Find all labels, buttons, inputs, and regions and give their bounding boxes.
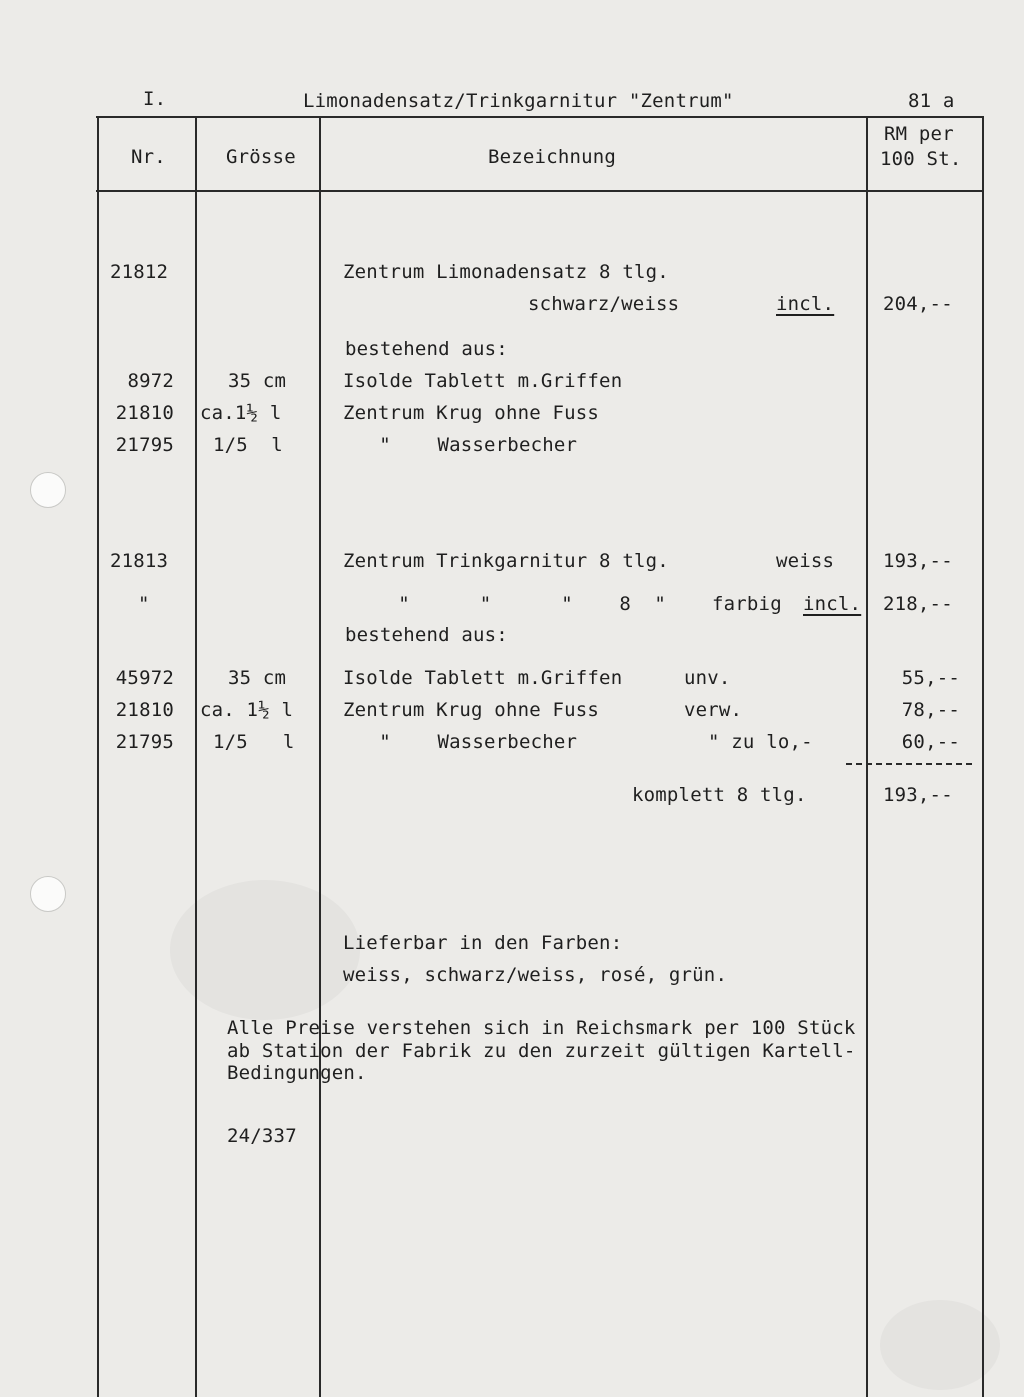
article-description: Zentrum Trinkgarnitur 8 tlg. xyxy=(343,550,669,572)
item-size: 1/5 l xyxy=(213,434,283,456)
column-divider xyxy=(866,116,868,1397)
article-price: 193,-- xyxy=(883,550,953,572)
footer-note-line: ab Station der Fabrik zu den zurzeit gültigen Kartell- xyxy=(227,1040,856,1062)
table-header-divider xyxy=(96,190,866,192)
ditto-description: " " " 8 " xyxy=(375,593,666,615)
table-left-border xyxy=(97,116,99,1397)
item-description: " Wasserbecher xyxy=(356,434,578,456)
item-note: unv. xyxy=(684,667,731,689)
article-price: 218,-- xyxy=(883,593,953,615)
item-note: " zu lo,- xyxy=(708,731,813,753)
item-description: " Wasserbecher xyxy=(356,731,578,753)
colors-list: weiss, schwarz/weiss, rosé, grün. xyxy=(343,964,728,986)
table-right-border xyxy=(982,116,984,1397)
consisting-label: bestehend aus: xyxy=(345,624,508,646)
item-note: verw. xyxy=(684,699,743,721)
item-description: Isolde Tablett m.Griffen xyxy=(343,667,623,689)
page-title: Limonadensatz/Trinkgarnitur "Zentrum" xyxy=(303,90,734,112)
section-number: I. xyxy=(143,88,167,110)
article-price: 204,-- xyxy=(883,293,953,315)
column-header-price-line2: 100 St. xyxy=(880,148,962,170)
item-size: 35 cm xyxy=(228,370,287,392)
item-size: ca. 1½ l xyxy=(200,699,294,721)
item-description: Zentrum Krug ohne Fuss xyxy=(343,699,600,721)
item-price: 60,-- xyxy=(901,731,960,753)
punch-hole-icon xyxy=(30,876,66,912)
table-header-divider xyxy=(866,190,984,192)
article-description: Zentrum Limonadensatz 8 tlg. xyxy=(343,261,669,283)
item-number: 21795 xyxy=(115,731,174,753)
item-number: 45972 xyxy=(115,667,174,689)
article-variant: schwarz/weiss xyxy=(528,293,680,315)
item-number: 21810 xyxy=(115,699,174,721)
item-size: 1/5 l xyxy=(213,731,295,753)
total-price: 193,-- xyxy=(883,784,953,806)
footer-note-line: Bedingungen. xyxy=(227,1062,367,1084)
column-divider xyxy=(319,116,321,1397)
article-number: 21813 xyxy=(110,550,169,572)
page-number: 81 a xyxy=(908,90,955,112)
column-divider xyxy=(195,116,197,1397)
item-price: 55,-- xyxy=(901,667,960,689)
article-variant: farbig xyxy=(712,593,782,615)
colors-heading: Lieferbar in den Farben: xyxy=(343,932,623,954)
sum-rule xyxy=(846,763,972,765)
footer-note-line: Alle Preise verstehen sich in Reichsmark per 100 Stück xyxy=(227,1017,856,1039)
ditto-mark: " xyxy=(138,593,150,615)
column-header-bezeichnung: Bezeichnung xyxy=(488,146,617,168)
item-description: Zentrum Krug ohne Fuss xyxy=(343,402,600,424)
item-number: 21810 xyxy=(115,402,174,424)
table-top-border xyxy=(96,116,984,118)
article-number: 21812 xyxy=(110,261,169,283)
item-size: 35 cm xyxy=(228,667,287,689)
item-size: ca.1½ l xyxy=(200,402,282,424)
item-price: 78,-- xyxy=(901,699,960,721)
incl-note: incl. xyxy=(776,293,835,315)
consisting-label: bestehend aus: xyxy=(345,338,508,360)
item-number: 8972 xyxy=(127,370,174,392)
punch-hole-icon xyxy=(30,472,66,508)
column-header-price-line1: RM per xyxy=(884,123,954,145)
column-header-nr: Nr. xyxy=(131,146,166,168)
article-variant: weiss xyxy=(776,550,835,572)
paper-stain xyxy=(170,880,360,1020)
item-number: 21795 xyxy=(115,434,174,456)
item-description: Isolde Tablett m.Griffen xyxy=(343,370,623,392)
incl-note: incl. xyxy=(803,593,862,615)
column-header-groesse: Grösse xyxy=(226,146,296,168)
reference-number: 24/337 xyxy=(227,1125,297,1147)
total-label: komplett 8 tlg. xyxy=(632,784,807,806)
